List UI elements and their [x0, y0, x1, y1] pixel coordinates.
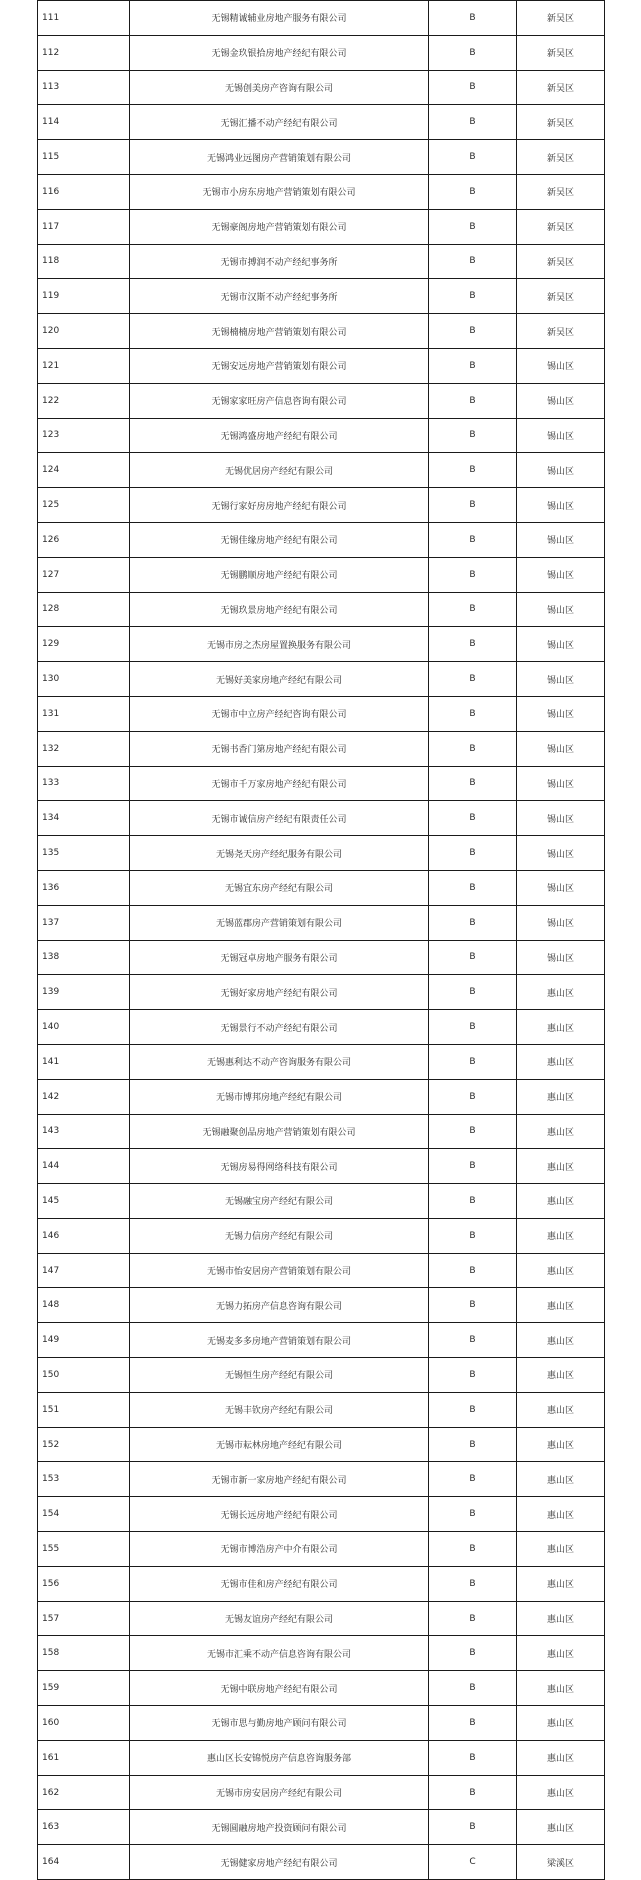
table-row [38, 418, 605, 453]
row-number: 140 [38, 1010, 130, 1045]
district: 锡山区 [517, 453, 605, 488]
row-number: 125 [38, 488, 130, 523]
row-number: 150 [38, 1358, 130, 1393]
credit-grade: B [429, 105, 517, 140]
district: 惠山区 [517, 1218, 605, 1253]
credit-grade: B [429, 1184, 517, 1219]
table-body [38, 1, 605, 1880]
district: 锡山区 [517, 522, 605, 557]
company-name: 无锡佳缘房地产经纪有限公司 [130, 522, 429, 557]
district: 锡山区 [517, 696, 605, 731]
table-row [38, 1427, 605, 1462]
company-name: 无锡市汇乘不动产信息咨询有限公司 [130, 1636, 429, 1671]
credit-grade: B [429, 1427, 517, 1462]
table-row [38, 1253, 605, 1288]
credit-grade: B [429, 627, 517, 662]
table-row [38, 836, 605, 871]
row-number: 164 [38, 1845, 130, 1880]
row-number: 151 [38, 1392, 130, 1427]
row-number: 157 [38, 1601, 130, 1636]
company-name: 无锡市新一家房地产经纪有限公司 [130, 1462, 429, 1497]
district: 惠山区 [517, 1114, 605, 1149]
row-number: 117 [38, 209, 130, 244]
row-number: 133 [38, 766, 130, 801]
credit-grade: B [429, 1149, 517, 1184]
credit-grade: B [429, 488, 517, 523]
table-row [38, 1532, 605, 1567]
table-row [38, 1, 605, 36]
table-row [38, 314, 605, 349]
district: 新吴区 [517, 209, 605, 244]
district: 新吴区 [517, 140, 605, 175]
table-row [38, 244, 605, 279]
credit-grade: B [429, 348, 517, 383]
credit-grade: B [429, 836, 517, 871]
table-row [38, 627, 605, 662]
district: 新吴区 [517, 1, 605, 36]
credit-grade: B [429, 1636, 517, 1671]
row-number: 115 [38, 140, 130, 175]
table-row [38, 870, 605, 905]
district: 惠山区 [517, 975, 605, 1010]
row-number: 120 [38, 314, 130, 349]
credit-grade: B [429, 383, 517, 418]
company-name: 惠山区长安锦悦房产信息咨询服务部 [130, 1740, 429, 1775]
credit-grade: B [429, 279, 517, 314]
credit-grade: B [429, 696, 517, 731]
company-name: 无锡惠利达不动产咨询服务有限公司 [130, 1044, 429, 1079]
company-name: 无锡豪阁房地产营销策划有限公司 [130, 209, 429, 244]
district: 锡山区 [517, 836, 605, 871]
company-name: 无锡尧天房产经纪服务有限公司 [130, 836, 429, 871]
company-name: 无锡房易得网络科技有限公司 [130, 1149, 429, 1184]
company-name: 无锡精诚辅业房地产服务有限公司 [130, 1, 429, 36]
row-number: 119 [38, 279, 130, 314]
credit-grade: B [429, 557, 517, 592]
district: 新吴区 [517, 174, 605, 209]
company-name: 无锡市诚信房产经纪有限责任公司 [130, 801, 429, 836]
credit-grade: B [429, 870, 517, 905]
company-name: 无锡玖景房地产经纪有限公司 [130, 592, 429, 627]
row-number: 158 [38, 1636, 130, 1671]
table-row [38, 1323, 605, 1358]
company-name: 无锡金玖银拾房地产经纪有限公司 [130, 35, 429, 70]
district: 锡山区 [517, 940, 605, 975]
district: 锡山区 [517, 766, 605, 801]
company-name: 无锡融聚创品房地产营销策划有限公司 [130, 1114, 429, 1149]
credit-grade: B [429, 418, 517, 453]
credit-grade: B [429, 1392, 517, 1427]
district: 锡山区 [517, 348, 605, 383]
table-row [38, 140, 605, 175]
row-number: 141 [38, 1044, 130, 1079]
row-number: 162 [38, 1775, 130, 1810]
credit-grade: B [429, 314, 517, 349]
table-row [38, 662, 605, 697]
row-number: 123 [38, 418, 130, 453]
table-row [38, 1462, 605, 1497]
row-number: 143 [38, 1114, 130, 1149]
table-row [38, 592, 605, 627]
credit-grade: B [429, 940, 517, 975]
table-row [38, 105, 605, 140]
company-name: 无锡市千万家房地产经纪有限公司 [130, 766, 429, 801]
credit-grade: B [429, 35, 517, 70]
district: 惠山区 [517, 1288, 605, 1323]
row-number: 126 [38, 522, 130, 557]
row-number: 159 [38, 1671, 130, 1706]
table-row [38, 1566, 605, 1601]
company-name: 无锡力拓房产信息咨询有限公司 [130, 1288, 429, 1323]
company-name: 无锡汇播不动产经纪有限公司 [130, 105, 429, 140]
district: 锡山区 [517, 870, 605, 905]
district: 惠山区 [517, 1427, 605, 1462]
table-row [38, 1810, 605, 1845]
company-name: 无锡市搏润不动产经纪事务所 [130, 244, 429, 279]
table-row [38, 1740, 605, 1775]
table-row [38, 1288, 605, 1323]
company-name: 无锡市房之杰房屋置换服务有限公司 [130, 627, 429, 662]
credit-grade: B [429, 453, 517, 488]
row-number: 111 [38, 1, 130, 36]
company-name: 无锡市佳和房产经纪有限公司 [130, 1566, 429, 1601]
table-row [38, 1706, 605, 1741]
company-name: 无锡优居房产经纪有限公司 [130, 453, 429, 488]
district: 锡山区 [517, 557, 605, 592]
table-row [38, 801, 605, 836]
table-row [38, 35, 605, 70]
district: 惠山区 [517, 1636, 605, 1671]
row-number: 161 [38, 1740, 130, 1775]
table-row [38, 1601, 605, 1636]
company-name: 无锡市怡安居房产营销策划有限公司 [130, 1253, 429, 1288]
company-name: 无锡恒生房产经纪有限公司 [130, 1358, 429, 1393]
row-number: 156 [38, 1566, 130, 1601]
credit-grade: B [429, 1671, 517, 1706]
credit-grade: B [429, 1601, 517, 1636]
table-row [38, 1079, 605, 1114]
company-name: 无锡好家房地产经纪有限公司 [130, 975, 429, 1010]
row-number: 148 [38, 1288, 130, 1323]
table-row [38, 1358, 605, 1393]
table-row [38, 383, 605, 418]
company-name: 无锡融宝房产经纪有限公司 [130, 1184, 429, 1219]
company-name: 无锡书香门第房地产经纪有限公司 [130, 731, 429, 766]
district: 惠山区 [517, 1775, 605, 1810]
row-number: 129 [38, 627, 130, 662]
district: 惠山区 [517, 1079, 605, 1114]
row-number: 144 [38, 1149, 130, 1184]
row-number: 155 [38, 1532, 130, 1567]
row-number: 114 [38, 105, 130, 140]
table-row [38, 1636, 605, 1671]
table-row [38, 453, 605, 488]
table-row [38, 766, 605, 801]
row-number: 135 [38, 836, 130, 871]
credit-grade: B [429, 905, 517, 940]
row-number: 124 [38, 453, 130, 488]
district: 锡山区 [517, 418, 605, 453]
table-row [38, 1149, 605, 1184]
table-row [38, 1010, 605, 1045]
district: 新吴区 [517, 279, 605, 314]
credit-grade: B [429, 801, 517, 836]
table-row [38, 1392, 605, 1427]
company-name: 无锡宜东房产经纪有限公司 [130, 870, 429, 905]
credit-grade: B [429, 1775, 517, 1810]
company-name: 无锡市小房东房地产营销策划有限公司 [130, 174, 429, 209]
company-name: 无锡景行不动产经纪有限公司 [130, 1010, 429, 1045]
row-number: 112 [38, 35, 130, 70]
company-name: 无锡市中立房产经纪咨询有限公司 [130, 696, 429, 731]
table-row [38, 348, 605, 383]
credit-grade: B [429, 244, 517, 279]
row-number: 136 [38, 870, 130, 905]
credit-grade: B [429, 1497, 517, 1532]
table-row [38, 1218, 605, 1253]
district: 惠山区 [517, 1740, 605, 1775]
row-number: 149 [38, 1323, 130, 1358]
company-name: 无锡创美房产咨询有限公司 [130, 70, 429, 105]
company-name: 无锡长远房地产经纪有限公司 [130, 1497, 429, 1532]
credit-grade: B [429, 1358, 517, 1393]
row-number: 122 [38, 383, 130, 418]
company-name: 无锡健家房地产经纪有限公司 [130, 1845, 429, 1880]
table-row [38, 1775, 605, 1810]
table-row [38, 731, 605, 766]
company-name: 无锡麦多多房地产营销策划有限公司 [130, 1323, 429, 1358]
row-number: 130 [38, 662, 130, 697]
table-row [38, 279, 605, 314]
table-row [38, 1497, 605, 1532]
district: 惠山区 [517, 1323, 605, 1358]
row-number: 127 [38, 557, 130, 592]
company-name: 无锡市耘林房地产经纪有限公司 [130, 1427, 429, 1462]
credit-grade: B [429, 1566, 517, 1601]
row-number: 154 [38, 1497, 130, 1532]
district: 惠山区 [517, 1497, 605, 1532]
credit-grade: B [429, 975, 517, 1010]
row-number: 142 [38, 1079, 130, 1114]
district: 惠山区 [517, 1044, 605, 1079]
table-row [38, 975, 605, 1010]
credit-grade: B [429, 1532, 517, 1567]
credit-grade: B [429, 1218, 517, 1253]
district: 新吴区 [517, 70, 605, 105]
table-row [38, 696, 605, 731]
table-row [38, 522, 605, 557]
district: 锡山区 [517, 383, 605, 418]
table-row [38, 174, 605, 209]
district: 新吴区 [517, 244, 605, 279]
district: 锡山区 [517, 801, 605, 836]
agency-credit-table [37, 0, 605, 1880]
company-name: 无锡行家好房房地产经纪有限公司 [130, 488, 429, 523]
credit-grade: B [429, 1706, 517, 1741]
row-number: 139 [38, 975, 130, 1010]
table-row [38, 1114, 605, 1149]
district: 惠山区 [517, 1566, 605, 1601]
district: 锡山区 [517, 627, 605, 662]
row-number: 121 [38, 348, 130, 383]
table-row [38, 1044, 605, 1079]
row-number: 145 [38, 1184, 130, 1219]
company-name: 无锡市汉斯不动产经纪事务所 [130, 279, 429, 314]
company-name: 无锡蓝郡房产营销策划有限公司 [130, 905, 429, 940]
table-row [38, 940, 605, 975]
company-name: 无锡楠楠房地产营销策划有限公司 [130, 314, 429, 349]
credit-grade: B [429, 1044, 517, 1079]
credit-grade: B [429, 174, 517, 209]
district: 惠山区 [517, 1810, 605, 1845]
credit-grade: B [429, 70, 517, 105]
company-name: 无锡家家旺房产信息咨询有限公司 [130, 383, 429, 418]
credit-grade: B [429, 1, 517, 36]
company-name: 无锡市房安居房产经纪有限公司 [130, 1775, 429, 1810]
credit-grade: B [429, 209, 517, 244]
district: 惠山区 [517, 1462, 605, 1497]
row-number: 146 [38, 1218, 130, 1253]
district: 新吴区 [517, 35, 605, 70]
credit-grade: B [429, 522, 517, 557]
company-name: 无锡市思与勤房地产顾问有限公司 [130, 1706, 429, 1741]
row-number: 131 [38, 696, 130, 731]
credit-grade: C [429, 1845, 517, 1880]
row-number: 118 [38, 244, 130, 279]
row-number: 153 [38, 1462, 130, 1497]
company-name: 无锡市博邦房地产经纪有限公司 [130, 1079, 429, 1114]
credit-grade: B [429, 140, 517, 175]
company-name: 无锡友谊房产经纪有限公司 [130, 1601, 429, 1636]
row-number: 128 [38, 592, 130, 627]
district: 锡山区 [517, 488, 605, 523]
table-row [38, 905, 605, 940]
company-name: 无锡丰钦房产经纪有限公司 [130, 1392, 429, 1427]
credit-grade: B [429, 1740, 517, 1775]
table-row [38, 70, 605, 105]
credit-grade: B [429, 592, 517, 627]
row-number: 134 [38, 801, 130, 836]
district: 惠山区 [517, 1601, 605, 1636]
company-name: 无锡好美家房地产经纪有限公司 [130, 662, 429, 697]
credit-grade: B [429, 1462, 517, 1497]
district: 惠山区 [517, 1253, 605, 1288]
district: 惠山区 [517, 1010, 605, 1045]
credit-grade: B [429, 1810, 517, 1845]
district: 惠山区 [517, 1532, 605, 1567]
company-name: 无锡安远房地产营销策划有限公司 [130, 348, 429, 383]
table-row [38, 557, 605, 592]
district: 锡山区 [517, 592, 605, 627]
table-row [38, 488, 605, 523]
credit-grade: B [429, 1253, 517, 1288]
row-number: 152 [38, 1427, 130, 1462]
company-name: 无锡鹏顺房地产经纪有限公司 [130, 557, 429, 592]
company-name: 无锡力信房产经纪有限公司 [130, 1218, 429, 1253]
district: 惠山区 [517, 1671, 605, 1706]
district: 惠山区 [517, 1149, 605, 1184]
district: 锡山区 [517, 905, 605, 940]
table-row [38, 209, 605, 244]
credit-grade: B [429, 766, 517, 801]
district: 新吴区 [517, 105, 605, 140]
district: 梁溪区 [517, 1845, 605, 1880]
row-number: 160 [38, 1706, 130, 1741]
district: 惠山区 [517, 1706, 605, 1741]
credit-grade: B [429, 1288, 517, 1323]
row-number: 116 [38, 174, 130, 209]
credit-grade: B [429, 1323, 517, 1358]
credit-grade: B [429, 662, 517, 697]
row-number: 113 [38, 70, 130, 105]
row-number: 163 [38, 1810, 130, 1845]
table-row [38, 1671, 605, 1706]
district: 锡山区 [517, 662, 605, 697]
row-number: 132 [38, 731, 130, 766]
row-number: 147 [38, 1253, 130, 1288]
company-name: 无锡鸿盛房地产经纪有限公司 [130, 418, 429, 453]
table-row [38, 1184, 605, 1219]
company-name: 无锡冠卓房地产服务有限公司 [130, 940, 429, 975]
district: 锡山区 [517, 731, 605, 766]
district: 新吴区 [517, 314, 605, 349]
credit-grade: B [429, 1114, 517, 1149]
row-number: 137 [38, 905, 130, 940]
company-name: 无锡鸿业远图房产营销策划有限公司 [130, 140, 429, 175]
district: 惠山区 [517, 1392, 605, 1427]
district: 惠山区 [517, 1358, 605, 1393]
row-number: 138 [38, 940, 130, 975]
table-row [38, 1845, 605, 1880]
credit-grade: B [429, 1010, 517, 1045]
credit-grade: B [429, 731, 517, 766]
credit-grade: B [429, 1079, 517, 1114]
district: 惠山区 [517, 1184, 605, 1219]
company-name: 无锡圆融房地产投资顾问有限公司 [130, 1810, 429, 1845]
company-name: 无锡中联房地产经纪有限公司 [130, 1671, 429, 1706]
company-name: 无锡市博浩房产中介有限公司 [130, 1532, 429, 1567]
